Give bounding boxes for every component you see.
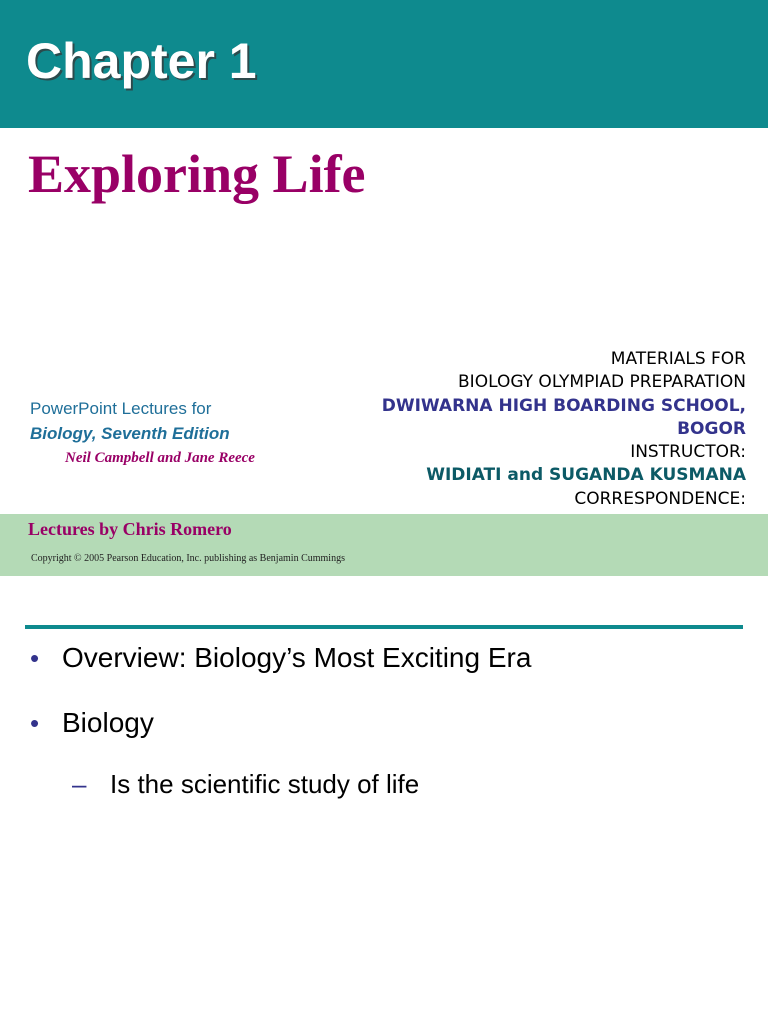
course-info: [306, 348, 746, 534]
book-authors: Neil Campbell and Jane Reece: [65, 450, 255, 466]
bullet-item: [30, 641, 531, 675]
program-label: BIOLOGY OLYMPIAD PREPARATION: [458, 372, 746, 393]
instructor-label: INSTRUCTOR:: [630, 442, 746, 463]
sub-bullet-text: Is the scientific study of life: [110, 769, 420, 799]
lecturer-credit: Lectures by Chris Romero: [28, 519, 232, 539]
bullet-icon: •: [30, 708, 40, 738]
materials-label: MATERIALS FOR: [610, 349, 746, 369]
title-divider: [25, 625, 743, 629]
school-name-line2: BOGOR: [677, 418, 746, 439]
dash-icon: –: [72, 769, 87, 799]
sub-bullet-item: [72, 767, 419, 801]
lecture-series: PowerPoint Lectures for: [30, 399, 212, 418]
bullet-item: [30, 706, 154, 740]
school-name-line1: DWIWARNA HIGH BOARDING SCHOOL,: [381, 395, 746, 416]
copyright-notice: Copyright © 2005 Pearson Education, Inc. publishing as Benjamin Cummings: [31, 553, 345, 564]
instructor-names: WIDIATI and SUGANDA KUSMANA: [426, 465, 746, 486]
bullet-text: Biology: [62, 707, 154, 738]
book-title: Biology, Seventh Edition: [30, 424, 230, 443]
lecture-credits: [30, 397, 330, 469]
bullet-text: Overview: Biology’s Most Exciting Era: [62, 642, 532, 673]
slide-title: Exploring Life: [28, 144, 366, 204]
chapter-title: Chapter 1: [26, 33, 257, 89]
correspondence-label: CORRESPONDENCE:: [574, 488, 746, 509]
bullet-icon: •: [30, 643, 40, 673]
